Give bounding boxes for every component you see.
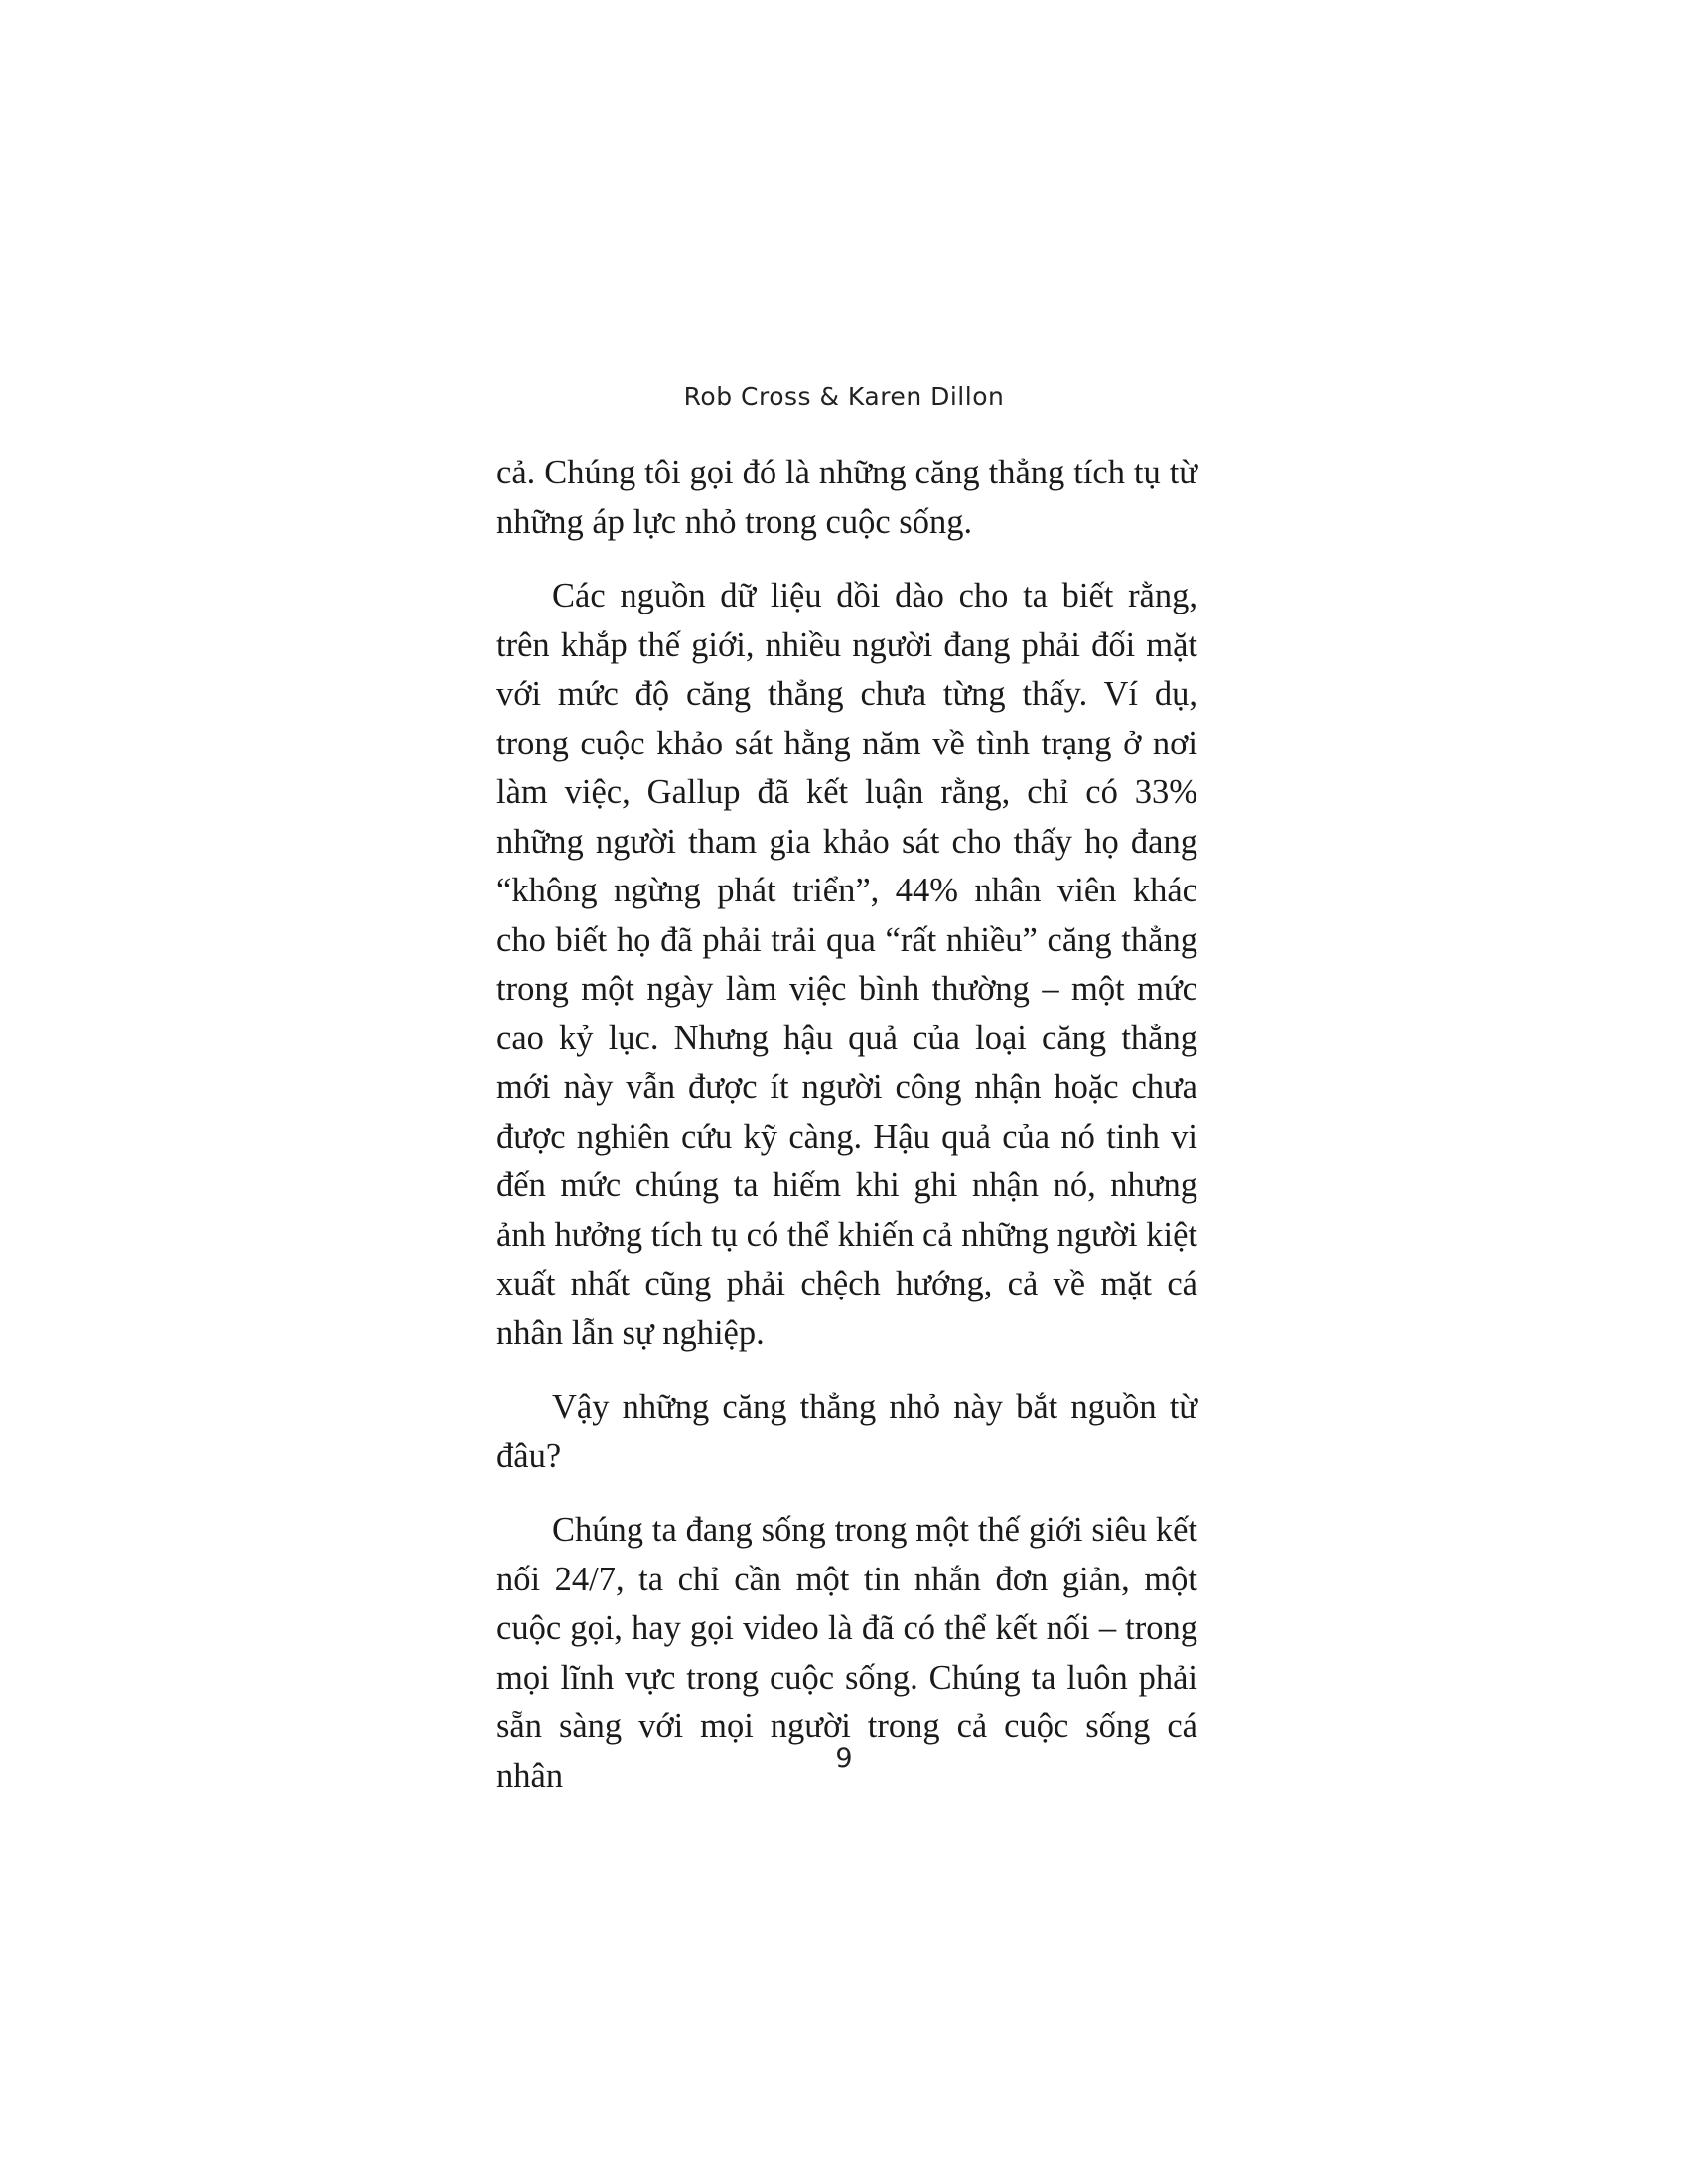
paragraph-hyperconnected: Chúng ta đang sống trong một thế giới siêu kết nối 24/7, ta chỉ cần một tin nhắn đơn giản, một cuộc gọi, hay gọi video là đã có thể kết nối – trong mọi lĩnh vực trong cuộc sống. Chúng ta luôn phải sẵn sàng với mọi người trong cả cuộc sống cá nhân (496, 1511, 1197, 1795)
running-header: Rob Cross & Karen Dillon (683, 382, 1005, 411)
page-number: 9 (835, 1743, 853, 1774)
paragraph-question: Vậy những căng thẳng nhỏ này bắt nguồn từ đâu? (496, 1388, 1197, 1475)
body-text (496, 449, 1197, 1826)
paragraph-stress-data: Các nguồn dữ liệu dồi dào cho ta biết rằng, trên khắp thế giới, nhiều người đang phải đối mặt với mức độ căng thẳng chưa từng thấy. Ví dụ, trong cuộc khảo sát hằng năm về tình trạng ở nơi làm việc, Gallup đã kết luận rằng, chỉ có 33% những người tham gia khảo sát cho thấy họ đang “không ngừng phát triển”, 44% nhân viên khác cho biết họ đã phải trải qua “rất nhiều” căng thẳng trong một ngày làm việc bình thường – một mức cao kỷ lục. Nhưng hậu quả của loại căng thẳng mới này vẫn được ít người công nhận hoặc chưa được nghiên cứu kỹ càng. Hậu quả của nó tinh vi đến mức chúng ta hiếm khi ghi nhận nó, nhưng ảnh hưởng tích tụ có thể khiến cả những người kiệt xuất nhất cũng phải chệch hướng, cả về mặt cá nhân lẫn sự nghiệp. (496, 577, 1197, 1352)
paragraph-continuation: cả. Chúng tôi gọi đó là những căng thẳng tích tụ từ những áp lực nhỏ trong cuộc sống. (496, 454, 1197, 541)
